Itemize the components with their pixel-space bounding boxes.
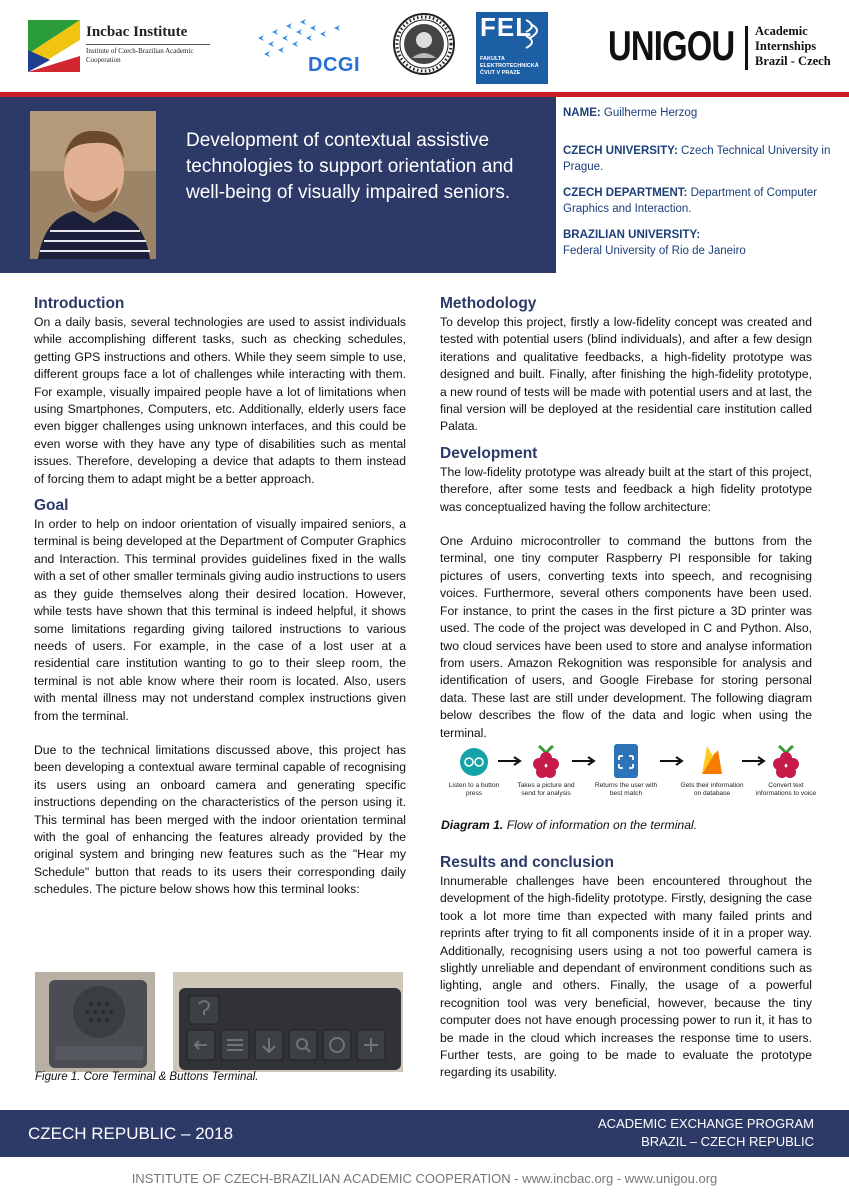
results-text: Innumerable challenges have been encountered throughout the development of the high-fidelity prototype. Firstly, designing the case took a lot more time than expected with many failed prints and reprints after trying to fit all components inside of it in a proper way. Additionally, recognising users using a not too powerful camera is slightly unreliable and dependant of environment conditions such as lighting, angle and others. Finally, the usage of a powerful recognition tool was very beneficial, however, because the tiny computer does not have enough processing power to run it, it has to be made in the cloud which increases the response time to users. Further tests, are going to be made to evaluate the prototype regarding its usability. <box>440 874 812 1080</box>
fel-subtitle: FAKULTA ELEKTROTECHNICKÁ ČVUT V PRAZE <box>480 56 539 76</box>
name-value: Guilherme Herzog <box>603 107 698 119</box>
diagram-step-1-caption: Listen to a button press <box>448 782 500 797</box>
diagram-step-2 <box>514 742 578 798</box>
author-photo <box>30 111 156 259</box>
dcgi-logo <box>250 18 365 78</box>
arduino-icon <box>457 742 491 780</box>
goal-text-1: In order to help on indoor orientation of visually impaired seniors, a terminal is being developed at the Department of Computer Graphics and Interaction. This terminal provides guidelines fixed in the walls with a set of other smaller terminals giving audio instructions to users as they guide themselves along their desired location. However, while tests have shown that this terminal is indeed helpful, it shows some limitations regarding giving tailored instructions to various needs of users. For example, in the case of a lost user at a residential care institution wanting to go to their sleep room, the terminal is not able know where their room is located. Also, users with mental illness may not understand complex instructions given from the terminal. <box>34 517 406 723</box>
dcgi-text: DCGI <box>308 54 360 76</box>
dcgi-birds-icon <box>250 18 365 58</box>
footer-program <box>560 1115 814 1151</box>
results-heading: Results and conclusion <box>440 854 614 871</box>
footer-program-line-1: ACADEMIC EXCHANGE PROGRAM <box>598 1116 814 1131</box>
poster-title: Development of contextual assistive technologies to support orientation and well-being of visually impaired seniors. <box>186 130 514 203</box>
goal-text-2: Due to the technical limitations discussed above, this project has been developing a contextual aware terminal capable of recognising its users using an onboard camera and generating specific instructions depending on the characteristics of the person using it. This terminal has been merged with the indoor orientation terminal with the goal of enhancing the features already provided by the original system and bringing new features such as the "Hear my Schedule" button that reads to its users their corresponding daily schedules. The picture below shows how this terminal looks: <box>34 742 406 897</box>
diagram-step-3-caption: Returns the user with best match <box>594 782 658 797</box>
czech-department-row <box>563 185 833 217</box>
development-text-1: The low-fidelity prototype was already built at the start of this project, therefore, after some tests and feedback a high fidelity prototype was conceptualized having the follow architecture: <box>440 464 812 514</box>
left-column <box>34 294 406 899</box>
introduction-text: On a daily basis, several technologies are used to assist individuals while accomplishing different tasks, such as checking schedules, getting GPS instructions and others. While they seem simple to use, different groups face a lot of challenges while interacting with them. For example, visually impaired people have a lot of limitations when using Smartphones, Computers, etc. Additionally, elderly users face even bigger challenges using unknown interfaces, and this could be even worse with they have any type of disabilities such as mental issues. Therefore, developing a device that adapts to them instead of forcing them to adapt might be a better approach. <box>34 315 406 486</box>
right-column <box>440 294 812 742</box>
incbac-divider <box>86 44 210 45</box>
incbac-flag-icon <box>28 20 80 72</box>
logo-strip <box>0 0 849 96</box>
unigou-divider <box>745 26 748 70</box>
diagram-step-5-caption: Convert text informations to voice <box>755 782 817 797</box>
name-row <box>563 105 833 121</box>
diagram-caption-label: Diagram 1. <box>441 818 504 832</box>
fel-signal-icon <box>524 16 546 50</box>
author-info <box>563 105 833 269</box>
czech-university-value: Czech Technical University in Prague. <box>563 145 831 173</box>
methodology-text: To develop this project, firstly a low-fidelity concept was created and tested with potential users (blind individuals), and after a few design iterations and qualitative feedbacks, a high-fidelity prototype was designed and built. Finally, after finishing the high-fidelity prototype, a new round of tests will be made with potential users and at last, the final version will be deployed at the residential care institution called Palata. <box>440 315 812 434</box>
development-text-2: One Arduino microcontroller to command the buttons from the terminal, one tiny computer Raspberry PI responsible for taking pictures of users, converting texts into speech, and recognising voices. Furthermore, several others components have been used. For instance, to print the cases in the first picture a 3D printer was used. The code of the project was developed in C and Python. Also, two cloud services have been used to store and analyse information from users. Amazon Rekognition was responsible for analysis and identification of users, and Google Firebase for storing personal data. These last are still under development. The following diagram below describes the flow of the data and logic when using the terminal. <box>440 534 812 740</box>
firebase-icon <box>695 742 729 780</box>
czech-department-label: CZECH DEPARTMENT: <box>563 187 688 199</box>
brazilian-university-row <box>563 227 833 259</box>
brazilian-university-label: BRAZILIAN UNIVERSITY: <box>563 229 701 241</box>
core-terminal-photo <box>35 972 155 1072</box>
incbac-logo <box>28 20 194 72</box>
aws-rekognition-icon <box>609 742 643 780</box>
fel-logo <box>476 12 548 84</box>
unigou-wordmark: UNIGOU <box>608 22 735 69</box>
diagram-step-4-caption: Gets their information on database <box>680 782 744 797</box>
diagram-step-1 <box>442 742 506 798</box>
introduction-heading: Introduction <box>34 295 125 312</box>
footer-program-line-2: BRAZIL – CZECH REPUBLIC <box>641 1134 814 1149</box>
name-label: NAME: <box>563 107 601 119</box>
raspberry-pi-icon <box>529 742 563 780</box>
czech-university-label: CZECH UNIVERSITY: <box>563 145 678 157</box>
incbac-name: Incbac Institute <box>86 24 188 40</box>
footer-country-year: CZECH REPUBLIC – 2018 <box>28 1124 234 1143</box>
czech-department-value: Department of Computer Graphics and Interaction. <box>563 187 818 215</box>
diagram-caption-text: Flow of information on the terminal. <box>506 818 698 832</box>
czech-university-row <box>563 143 833 175</box>
diagram-step-5 <box>754 742 818 798</box>
diagram-step-2-caption: Takes a picture and send for analysis <box>517 782 575 797</box>
goal-heading: Goal <box>34 497 69 515</box>
results-section <box>440 853 812 1082</box>
buttons-terminal-photo <box>173 972 403 1072</box>
diagram-step-4 <box>680 742 744 798</box>
development-heading: Development <box>440 444 538 462</box>
ufrj-seal-icon <box>392 12 456 76</box>
figure-1-caption: Figure 1. Core Terminal & Buttons Terminal. <box>35 1071 259 1083</box>
fel-text: FEL <box>480 12 533 42</box>
methodology-heading: Methodology <box>440 295 537 312</box>
diagram-step-3 <box>594 742 658 798</box>
brazilian-university-value: Federal University of Rio de Janeiro <box>563 245 746 257</box>
footer-institute-links: INSTITUTE OF CZECH-BRAZILIAN ACADEMIC COOPERATION - www.incbac.org - www.unigou.org <box>131 1171 718 1186</box>
unigou-tagline: Academic Internships Brazil - Czech <box>755 24 831 68</box>
flow-diagram <box>442 742 822 820</box>
diagram-caption <box>441 818 697 832</box>
raspberry-pi-icon <box>769 742 803 780</box>
incbac-subtitle: Institute of Czech-Brazilian Academic Cooperation <box>86 47 194 64</box>
